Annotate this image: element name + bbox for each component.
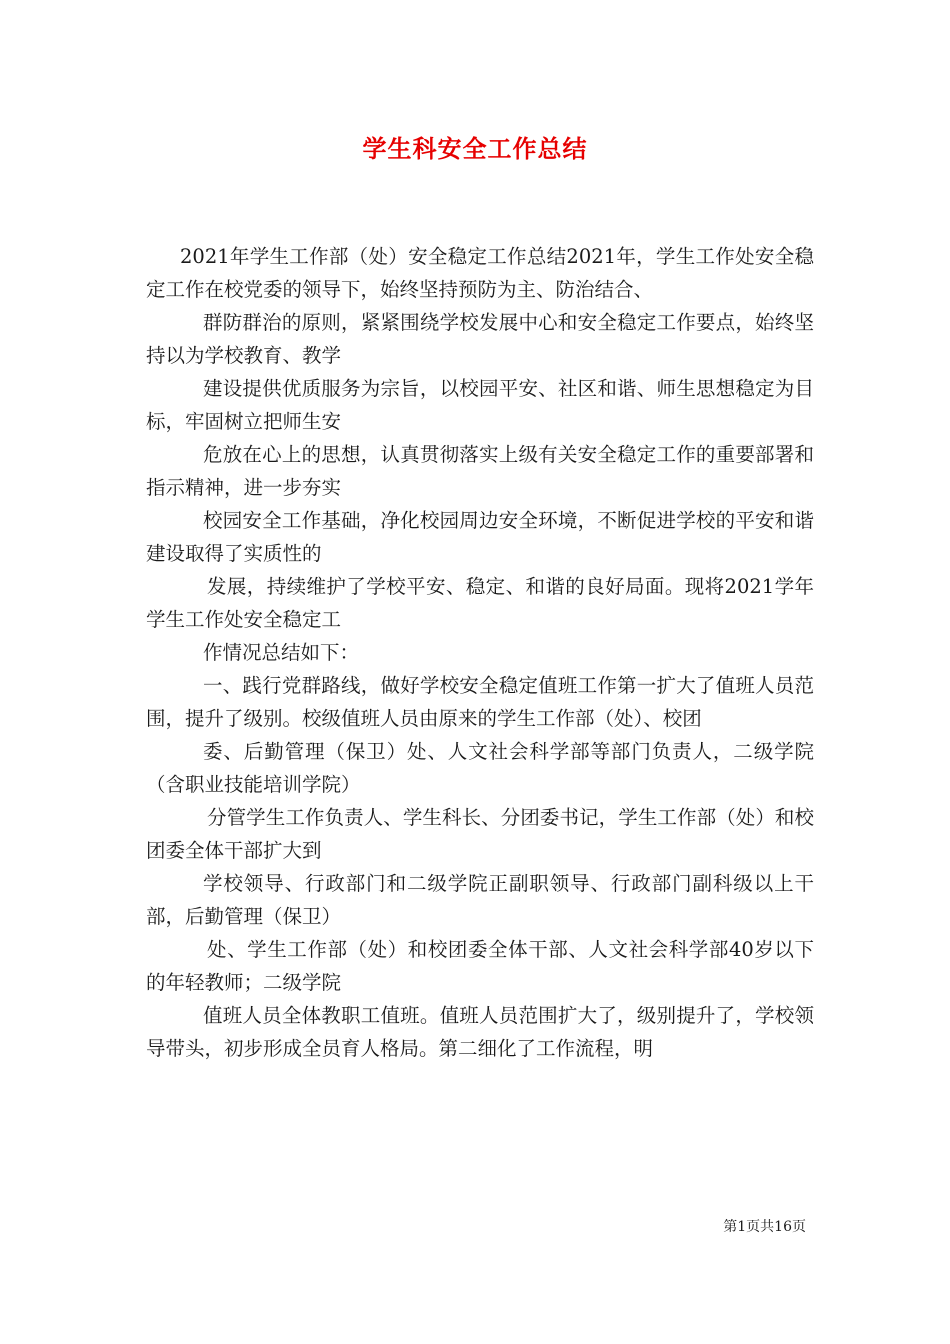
paragraph: 作情况总结如下： bbox=[203, 641, 360, 664]
page-number: 第1页共16页 bbox=[723, 1219, 806, 1235]
paragraph: 值班人员全体教职工值班。值班人员范围扩大了，级别提升了，学校领导带头，初步形成全员育人格局。第二细化了工作流程，明 bbox=[146, 1004, 814, 1060]
paragraph: 危放在心上的思想，认真贯彻落实上级有关安全稳定工作的重要部署和指示精神，进一步夯实 bbox=[146, 443, 814, 499]
paragraph: 群防群治的原则，紧紧围绕学校发展中心和安全稳定工作要点，始终坚持以为学校教育、教学 bbox=[146, 311, 814, 367]
paragraph: 校园安全工作基础，净化校园周边安全环境，不断促进学校的平安和谐建设取得了实质性的 bbox=[146, 509, 814, 565]
paragraph: 2021年学生工作部（处）安全稳定工作总结2021年，学生工作处安全稳定工作在校党委的领导下，始终坚持预防为主、防治结合、 bbox=[146, 245, 814, 301]
paragraph: 发展，持续维护了学校平安、稳定、和谐的良好局面。现将2021学年学生工作处安全稳定工 bbox=[146, 575, 814, 631]
paragraph: 一、践行党群路线，做好学校安全稳定值班工作第一扩大了值班人员范围，提升了级别。校级值班人员由原来的学生工作部（处）、校团 bbox=[146, 674, 814, 730]
paragraph: 分管学生工作负责人、学生科长、分团委书记，学生工作部（处）和校团委全体干部扩大到 bbox=[146, 806, 814, 862]
paragraph: 处、学生工作部（处）和校团委全体干部、人文社会科学部40岁以下的年轻教师；二级学院 bbox=[146, 938, 814, 994]
document-title: 学生科安全工作总结 bbox=[362, 134, 588, 163]
document-body bbox=[146, 240, 814, 1065]
paragraph: 委、后勤管理（保卫）处、人文社会科学部等部门负责人，二级学院（含职业技能培训学院） bbox=[146, 740, 814, 796]
paragraph: 建设提供优质服务为宗旨，以校园平安、社区和谐、师生思想稳定为目标，牢固树立把师生安 bbox=[146, 377, 814, 433]
paragraph: 学校领导、行政部门和二级学院正副职领导、行政部门副科级以上干部，后勤管理（保卫） bbox=[146, 872, 814, 928]
